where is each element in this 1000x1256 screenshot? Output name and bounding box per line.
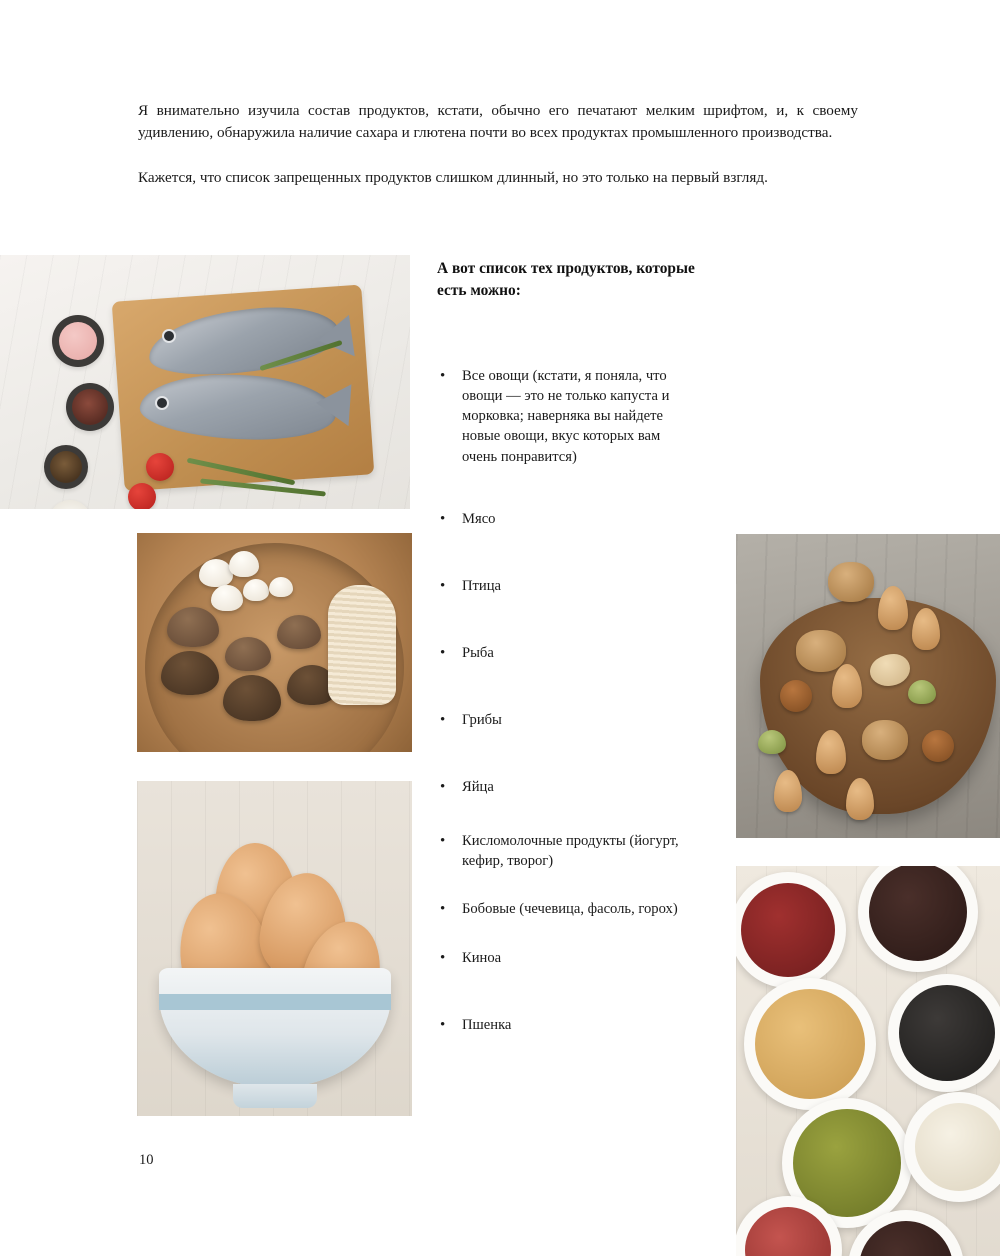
bullet-marker: •: [440, 1016, 446, 1033]
list-item-label: Птица: [462, 577, 502, 594]
pepper-bowl-icon: [66, 383, 114, 431]
bullet-marker: •: [440, 510, 446, 527]
tomato-icon: [128, 483, 156, 509]
bowl-foot: [233, 1084, 317, 1108]
list-item-label: Мясо: [462, 510, 496, 527]
allowed-foods-heading: А вот список тех продуктов, которые есть можно:: [437, 260, 695, 300]
walnut-icon: [862, 720, 908, 760]
mushroom-icon: [199, 559, 233, 587]
walnut-icon: [828, 562, 874, 602]
spice-bowl-icon: [44, 445, 88, 489]
fish-photo: [0, 255, 410, 509]
list-item-label: Кисломолочные продукты (йогурт, кефир, творог): [462, 833, 679, 870]
mushroom-icon: [161, 651, 219, 695]
mushroom-icon: [225, 637, 271, 671]
fish-tail-icon: [315, 315, 355, 361]
bullet-marker: •: [440, 779, 446, 796]
list-item: [437, 777, 692, 797]
mushroom-icon: [229, 551, 259, 577]
intro-paragraphs: [138, 100, 858, 189]
pistachio-icon: [758, 730, 786, 754]
hazelnut-icon: [780, 680, 812, 712]
list-item: [437, 710, 692, 730]
list-item: [437, 366, 692, 467]
allowed-foods-list: [437, 366, 692, 1035]
black-beans-bowl: [888, 974, 1000, 1092]
bullet-marker: •: [440, 712, 446, 728]
list-item: [437, 576, 692, 596]
tomato-icon: [146, 453, 174, 481]
paragraph-2: Кажется, что список запрещенных продуктов слишком длинный, но это только на первый взгляд.: [138, 169, 768, 187]
list-item: [437, 831, 692, 871]
list-item: [437, 643, 692, 663]
list-item: [437, 1015, 692, 1035]
hazelnut-icon: [922, 730, 954, 762]
paragraph-1: Я внимательно изучила состав продуктов, кстати, обычно его печатают мелким шрифтом, и, к своему удивлению, обнаружила наличие сахара и глютена почти во всех продуктах промышленного производства.: [138, 102, 858, 141]
list-item-label: Бобовые (чечевица, фасоль, горох): [462, 900, 678, 917]
salt-bowl-icon: [52, 315, 104, 367]
mushroom-icon: [277, 615, 321, 649]
list-item: [437, 509, 692, 529]
enoki-mushroom-icon: [328, 585, 396, 705]
bullet-marker: •: [440, 577, 446, 594]
pecan-icon: [796, 630, 846, 672]
mushrooms-photo: [137, 533, 412, 752]
pistachio-icon: [908, 680, 936, 704]
bullet-marker: •: [440, 900, 446, 917]
list-item-label: Пшенка: [462, 1016, 512, 1033]
list-item: [437, 948, 692, 968]
list-item-label: Яйца: [462, 779, 494, 796]
list-item: [437, 899, 692, 919]
mushroom-icon: [211, 585, 243, 611]
chickpeas-bowl: [744, 978, 876, 1110]
fish-tail-icon: [315, 382, 352, 426]
list-item-label: Все овощи (кстати, я поняла, что овощи — это не только капуста и морковка; наверняка вы найдете новые овощи, вкус которых вам очень понравится): [462, 368, 670, 465]
bullet-marker: •: [440, 833, 446, 850]
eggs-photo: [137, 781, 412, 1116]
mushroom-icon: [243, 579, 269, 601]
fish-eye-icon: [155, 396, 169, 410]
bullet-marker: •: [440, 644, 446, 661]
mushroom-icon: [269, 577, 293, 597]
fish-eye-icon: [162, 329, 176, 343]
mushroom-icon: [223, 675, 281, 721]
page-number: 10: [139, 1152, 154, 1168]
nuts-photo: [736, 534, 1000, 838]
list-item-label: Киноа: [462, 949, 502, 966]
bullet-marker: •: [440, 368, 446, 384]
bullet-marker: •: [440, 949, 446, 966]
mushroom-icon: [167, 607, 219, 647]
list-item-label: Грибы: [462, 712, 502, 728]
legumes-photo: [736, 866, 1000, 1256]
list-item-label: Рыба: [462, 644, 494, 661]
